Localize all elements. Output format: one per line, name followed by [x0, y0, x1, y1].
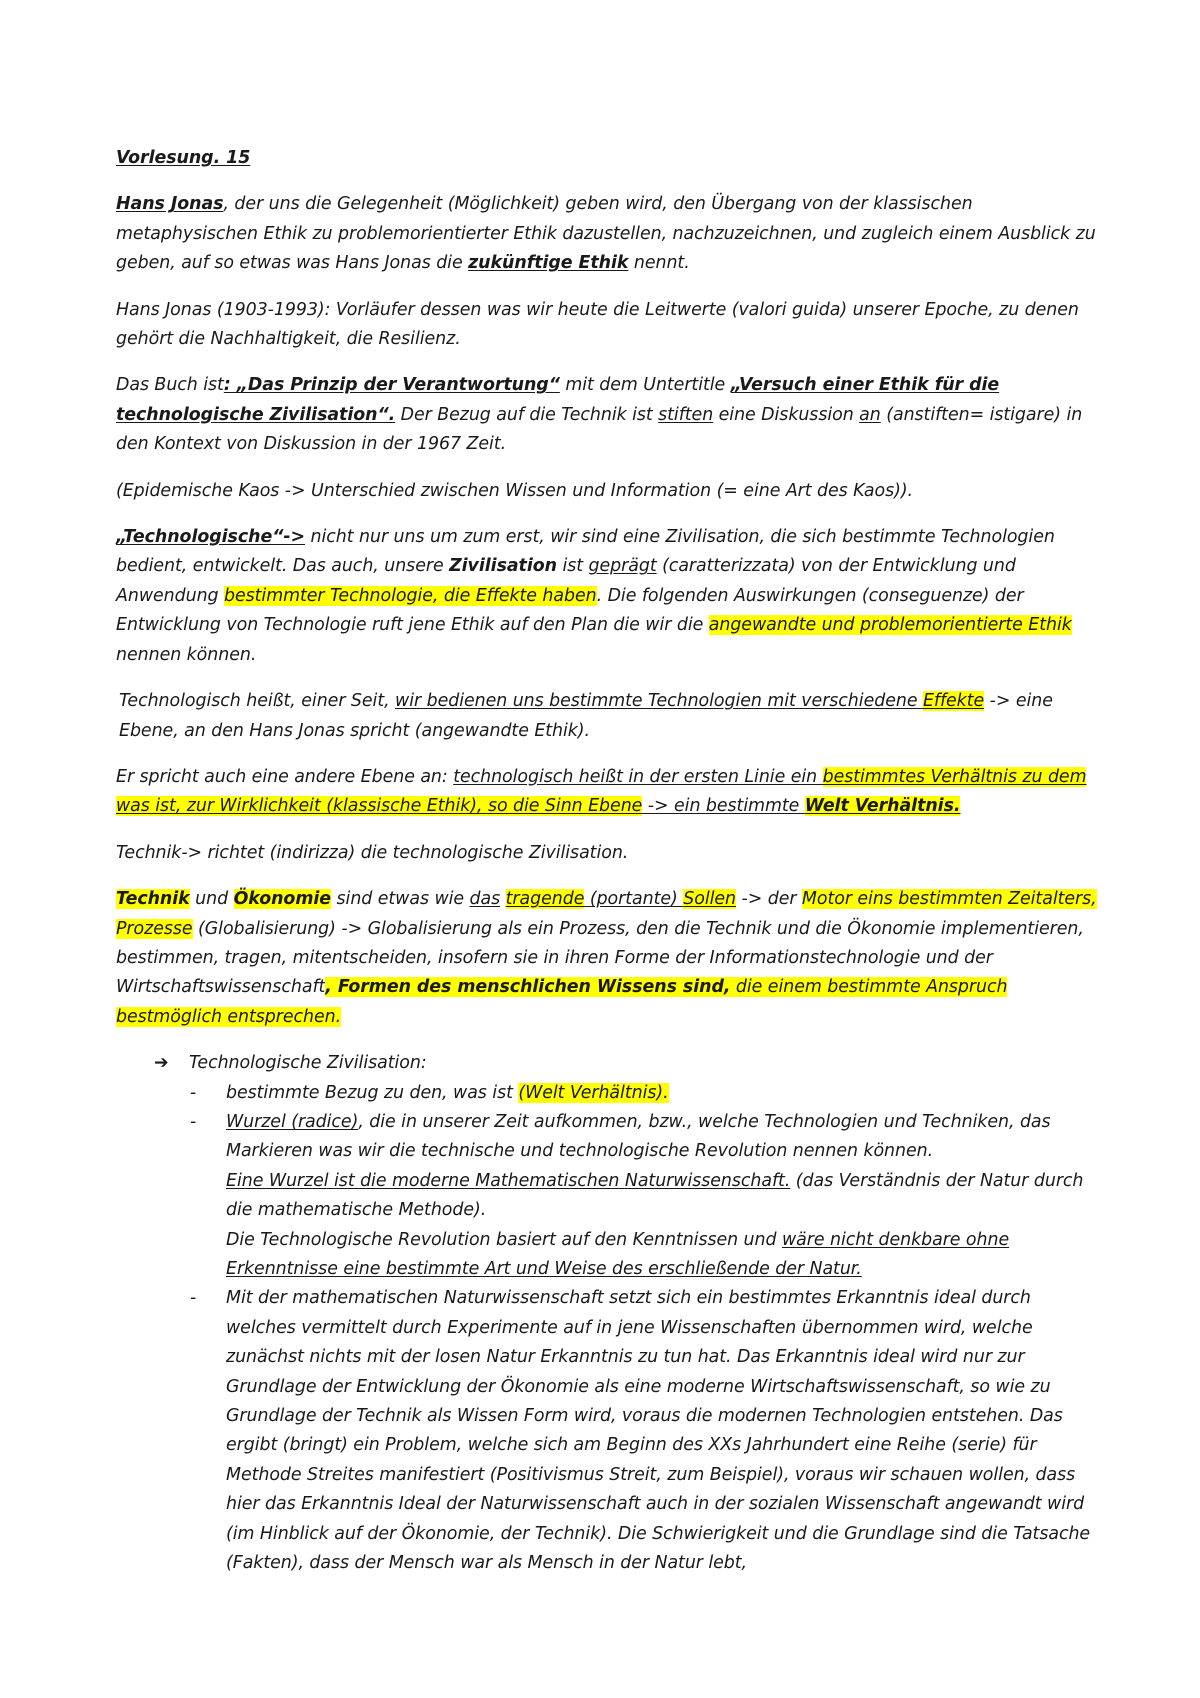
highlight-anspruch: die einem bestimmte Anspruch bestmöglich entsprechen.	[116, 977, 1008, 1027]
dash-list	[116, 1079, 1104, 1579]
paragraph-book: Das Buch ist: „Das Prinzip der Verantwortung“ mit dem Untertitle „Versuch einer Ethik für die technologische Zivilisation“. Der Bezug auf die Technik ist stiften eine Diskussion an (anstiften= istigare) in den Kontext von Diskussion in der 1967 Zeit.	[116, 375, 1083, 455]
list-heading-technologische-zivilisation: ➔ Technologische Zivilisation:	[116, 1049, 1104, 1078]
highlight-tragende: tragende	[505, 889, 585, 910]
highlight-bestimmter-technologie: bestimmter Technologie, die Effekte haben	[224, 585, 597, 606]
term-zukuenftige-ethik: zukünftige Ethik	[468, 253, 629, 274]
highlight-formen-wissens: , Formen des menschlichen Wissens sind,	[325, 977, 731, 998]
paragraph-technik-richtet: Technik-> richtet (indirizza) die technologische Zivilisation.	[116, 842, 629, 863]
paragraph-technologisch-heisst: Technologisch heißt, einer Seit, wir bedienen uns bestimmte Technologien mit verschiedene Effekte -> eine Ebene, an den Hans Jonas spricht (angewandte Ethik).	[119, 691, 1053, 741]
lecture-title: Vorlesung. 15	[116, 148, 251, 168]
arrow-right-icon: ➔	[154, 1053, 169, 1074]
book-subtitle: „Versuch einer Ethik für die technologische Zivilisation“.	[116, 375, 1000, 425]
highlight-technik: Technik	[116, 889, 190, 910]
list-item: - Wurzel (radice), die in unserer Zeit aufkommen, bzw., welche Technologien und Techniken, das Markieren was wir die technische und technologische Revolution nennen können. Eine Wurzel ist die moderne Mathematischen Naturwissenschaft. (das Verständnis der Natur durch die mathematische Methode). Die Technologische Revolution basiert auf den Kenntnissen und wäre nicht denkbare ohne Erkenntnisse eine bestimmte Art und Weise des erschließende der Natur.	[116, 1108, 1104, 1284]
book-title: : „Das Prinzip der Verantwortung“	[223, 375, 560, 396]
dash-bullet: -	[190, 1288, 197, 1309]
list-item: - Mit der mathematischen Naturwissenschaft setzt sich ein bestimmtes Erkanntnis ideal durch welches vermittelt durch Experimente auf in jene Wissenschaften übernommen wird, welche zunächst nichts mit der losen Natur Erkanntnis zu tun hat. Das Erkanntnis ideal wird nur zur Grundlage der Entwicklung der Ökonomie als eine moderne Wirtschaftswissenschaft, so wie zu Grundlage der Technik als Wissen Form wird, voraus die modernen Technologien entstehen. Das ergibt (bringt) ein Problem, welche sich am Beginn des XXs Jahrhundert eine Reihe (serie) für Methode Streites manifestiert (Positivismus Streit, zum Beispiel), voraus wir schauen wollen, dass hier das Erkanntnis Ideal der Naturwissenschaft auch in der sozialen Wissenschaft angewandt wird (im Hinblick auf der Ökonomie, der Technik). Die Schwierigkeit und die Grundlage sind die Tatsache (Fakten), dass der Mensch war als Mensch in der Natur lebt,	[116, 1284, 1104, 1578]
paragraph-epidemische-kaos: (Epidemische Kaos -> Unterschied zwischen Wissen und Information (= eine Art des Kaos)).	[116, 480, 914, 501]
lecture-notes	[116, 144, 1104, 1578]
hans-jonas-name: Hans Jonas	[116, 194, 224, 215]
paragraph-andere-ebene: Er spricht auch eine andere Ebene an: technologisch heißt in der ersten Linie ein bestimmtes Verhältnis zu dem was ist, zur Wirklichkeit (klassische Ethik), so die Sinn Ebene -> ein bestimmte Welt Verhältnis.	[116, 766, 1087, 817]
paragraph-hans-jonas-intro: Hans Jonas, der uns die Gelegenheit (Möglichkeit) geben wird, den Übergang von der klassischen metaphysischen Ethik zu problemorientierter Ethik dazustellen, nachzuzeichnen, und zugleich einem Ausblick zu geben, auf so etwas was Hans Jonas die zukünftige Ethik nennt.	[116, 194, 1096, 274]
highlight-effekte: Effekte	[922, 691, 985, 712]
dash-bullet: -	[190, 1082, 197, 1103]
highlight-oekonomie: Ökonomie	[233, 889, 332, 910]
highlight-welt-verhaeltnis: Welt Verhältnis.	[804, 796, 961, 817]
dash-bullet: -	[190, 1111, 197, 1132]
paragraph-hans-jonas-dates: Hans Jonas (1903-1993): Vorläufer dessen was wir heute die Leitwerte (valori guida) unserer Epoche, zu denen gehört die Nachhaltigkeit, die Resilienz.	[116, 299, 1079, 350]
highlight-angewandte-ethik: angewandte und problemorientierte Ethik	[708, 615, 1072, 636]
highlight-verhaeltnis: bestimmtes Verhältnis zu dem was ist, zur Wirklichkeit (klassische Ethik), so die Sinn Ebene	[116, 766, 1087, 817]
term-technologische: „Technologische“->	[116, 527, 306, 548]
list-item: - bestimmte Bezug zu den, was ist (Welt Verhältnis).	[116, 1079, 1104, 1108]
paragraph-technik-oekonomie: Technik und Ökonomie sind etwas wie das tragende (portante) Sollen -> der Motor eins bestimmten Zeitalters, Prozesse (Globalisierung) -> Globalisierung als ein Prozess, den die Technik und die Ökonomie implementieren, bestimmen, tragen, mitentscheiden, insofern sie in ihren Forme der Informationstechnologie und der Wirtschaftswissenschaft, Formen des menschlichen Wissens sind, die einem bestimmte Anspruch bestmöglich entsprechen.	[116, 889, 1097, 1027]
highlight-sollen: Sollen	[683, 889, 736, 910]
highlight-welt-verhaeltnis-list: (Welt Verhältnis).	[518, 1082, 669, 1103]
highlight-motor: Motor eins bestimmten Zeitalters, Prozesse	[116, 889, 1097, 939]
paragraph-technologische: „Technologische“-> nicht nur uns um zum erst, wir sind eine Zivilisation, die sich bestimmte Technologien bedient, entwickelt. Das auch, unsere Zivilisation ist geprägt (caratterizzata) von der Entwicklung und Anwendung bestimmter Technologie, die Effekte haben. Die folgenden Auswirkungen (conseguenze) der Entwicklung von Technologie ruft jene Ethik auf den Plan die wir die angewandte und problemorientierte Ethik nennen können.	[116, 527, 1072, 665]
